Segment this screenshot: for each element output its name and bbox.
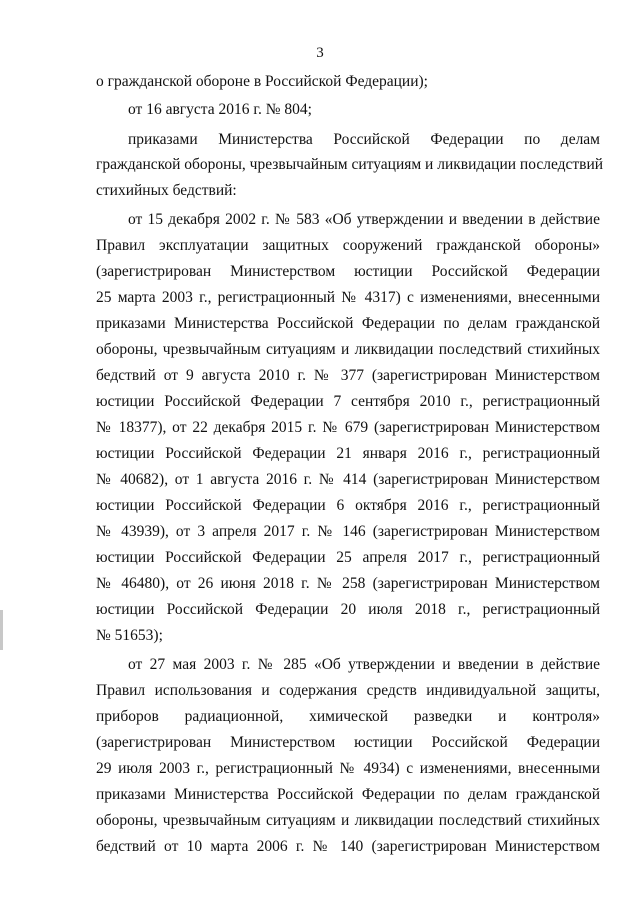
text-line: о гражданской обороне в Российской Федерации);: [96, 73, 428, 90]
text-line: бедствий от 10 марта 2006 г. № 140 (зарегистрирован Министерством: [96, 838, 600, 855]
text-line: № 51653);: [96, 627, 163, 644]
text-line: от 16 августа 2016 г. № 804;: [128, 101, 312, 118]
text-line: Правил эксплуатации защитных сооружений гражданской обороны»: [96, 237, 600, 254]
text-line: приборов радиационной, химической разведки и контроля»: [96, 708, 600, 725]
text-line: от 27 мая 2003 г. № 285 «Об утверждении и введении в действие: [128, 656, 600, 673]
text-line: Правил использования и содержания средств индивидуальной защиты,: [96, 682, 600, 699]
text-line: от 15 декабря 2002 г. № 583 «Об утверждении и введении в действие: [128, 211, 600, 228]
text-line: юстиции Российской Федерации 25 апреля 2017 г., регистрационный: [96, 549, 600, 566]
text-line: стихийных бедствий:: [96, 182, 237, 199]
text-line: приказами Министерства Российской Федерации по делам гражданской: [96, 786, 600, 803]
text-line: 25 марта 2003 г., регистрационный № 4317) с изменениями, внесенными: [96, 289, 600, 306]
text-line: обороны, чрезвычайным ситуациям и ликвидации последствий стихийных: [96, 341, 600, 358]
text-line: № 46480), от 26 июня 2018 г. № 258 (зарегистрирован Министерством: [96, 575, 600, 592]
text-line: (зарегистрирован Министерством юстиции Российской Федерации: [96, 734, 600, 751]
text-line: (зарегистрирован Министерством юстиции Российской Федерации: [96, 263, 600, 280]
text-line: приказами Министерства Российской Федерации по делам гражданской: [96, 315, 600, 332]
text-line: юстиции Российской Федерации 6 октября 2016 г., регистрационный: [96, 497, 600, 514]
text-line: юстиции Российской Федерации 21 января 2016 г., регистрационный: [96, 445, 600, 462]
text-line: № 43939), от 3 апреля 2017 г. № 146 (зарегистрирован Министерством: [96, 523, 600, 540]
text-line: бедствий от 9 августа 2010 г. № 377 (зарегистрирован Министерством: [96, 367, 600, 384]
text-line: гражданской обороны, чрезвычайным ситуациям и ликвидации последствий: [96, 156, 604, 173]
text-line: юстиции Российской Федерации 20 июля 2018 г., регистрационный: [96, 601, 600, 618]
page-number: 3: [316, 45, 324, 61]
left-edge-mark: [0, 610, 3, 650]
text-line: 29 июля 2003 г., регистрационный № 4934) с изменениями, внесенными: [96, 760, 600, 777]
text-line: юстиции Российской Федерации 7 сентября 2010 г., регистрационный: [96, 393, 600, 410]
text-line: № 18377), от 22 декабря 2015 г. № 679 (зарегистрирован Министерством: [96, 419, 600, 436]
text-line: обороны, чрезвычайным ситуациям и ликвидации последствий стихийных: [96, 812, 600, 829]
text-line: № 40682), от 1 августа 2016 г. № 414 (зарегистрирован Министерством: [96, 471, 600, 488]
text-line: приказами Министерства Российской Федерации по делам: [128, 131, 600, 148]
